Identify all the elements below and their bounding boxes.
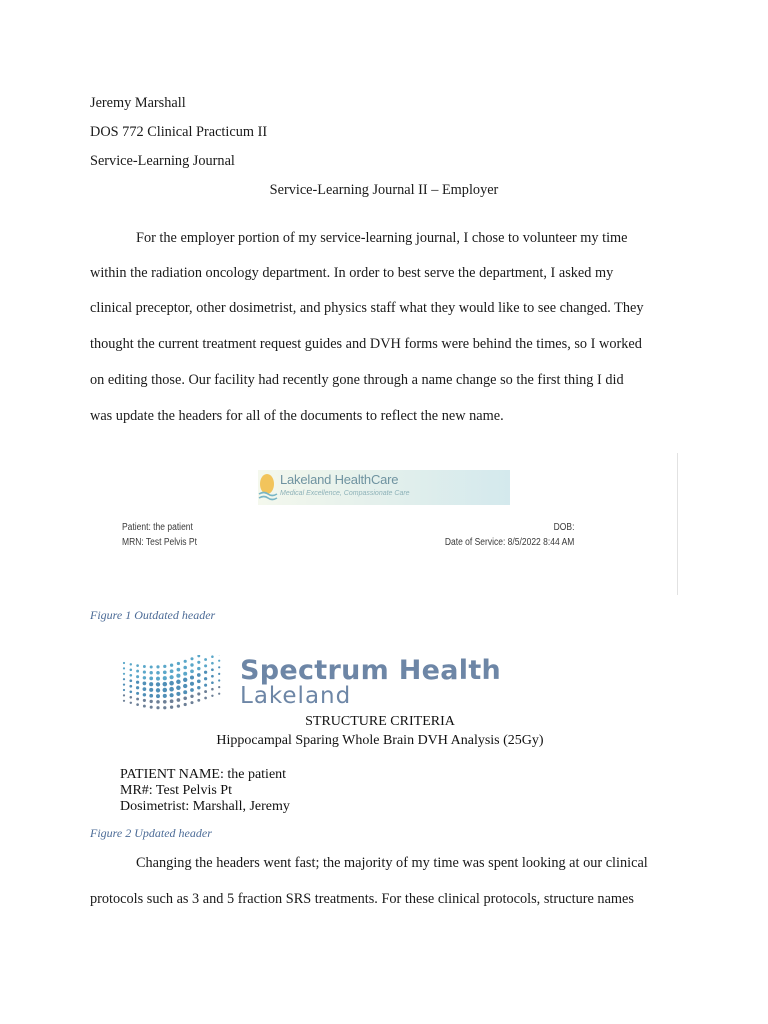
logo-dot	[156, 700, 160, 704]
logo-dot	[163, 706, 166, 709]
logo-dot	[130, 663, 132, 665]
spectrum-logo-subtext: Lakeland	[240, 683, 352, 709]
logo-dot	[204, 664, 207, 667]
logo-dot	[211, 695, 213, 697]
logo-dot	[204, 677, 207, 680]
figure-1-caption: Figure 1 Outdated header	[90, 608, 216, 622]
logo-dot	[123, 662, 125, 664]
logo-dot	[177, 704, 180, 707]
logo-dot	[136, 681, 139, 684]
paragraph-line: Changing the headers went fast; the majority of my time was spent looking at our clinical	[136, 855, 648, 871]
logo-dot	[123, 700, 125, 702]
logo-dot	[176, 686, 181, 691]
logo-dot	[170, 669, 174, 673]
logo-dot	[190, 663, 193, 666]
logo-dot	[204, 658, 207, 661]
logo-dot	[197, 679, 201, 683]
logo-dot	[176, 680, 181, 685]
logo-dot	[123, 667, 125, 669]
logo-dot	[129, 685, 132, 688]
logo-dot	[156, 682, 160, 686]
logo-dot	[136, 698, 139, 701]
logo-dot	[150, 706, 153, 709]
logo-dot	[156, 671, 160, 675]
logo-dot	[156, 677, 160, 681]
logo-dot	[150, 665, 153, 668]
logo-dot	[143, 705, 146, 708]
spectrum-logo-text: Spectrum Health	[240, 655, 502, 686]
logo-dot	[218, 686, 220, 688]
logo-dot	[190, 695, 193, 698]
logo-dot	[190, 675, 194, 679]
logo-dot	[156, 688, 160, 692]
logo-dot	[136, 675, 139, 678]
logo-dot	[177, 668, 181, 672]
logo-dot	[169, 687, 174, 692]
logo-dot	[163, 670, 167, 674]
paragraph-line: protocols such as 3 and 5 fraction SRS treatments. For these clinical protocols, structure names	[90, 891, 634, 907]
document-title: Service-Learning Journal II – Employer	[269, 182, 499, 198]
logo-dot	[150, 671, 153, 674]
logo-dot	[130, 696, 133, 699]
paragraph-line: within the radiation oncology department. In order to best serve the department, I asked my	[90, 265, 614, 281]
mr-label: MR#: Test Pelvis Pt	[120, 783, 232, 798]
spectrum-logo-icon	[120, 655, 225, 713]
lakeland-sun-logo-icon	[258, 472, 278, 502]
lakeland-logo-tagline: Medical Excellence, Compassionate Care	[280, 490, 410, 497]
logo-dot	[123, 694, 125, 696]
logo-dot	[197, 686, 200, 689]
logo-dot	[218, 666, 220, 668]
logo-dot	[183, 684, 187, 688]
logo-dot	[190, 701, 193, 704]
logo-dot	[211, 681, 214, 684]
logo-dot	[204, 671, 207, 674]
assignment-name: Service-Learning Journal	[90, 153, 235, 169]
logo-dot	[150, 700, 153, 703]
logo-dot	[176, 674, 180, 678]
logo-dot	[183, 666, 187, 670]
logo-dot	[149, 677, 153, 681]
author-name: Jeremy Marshall	[90, 95, 186, 111]
logo-dot	[211, 668, 214, 671]
logo-dot	[197, 667, 200, 670]
logo-dot	[204, 697, 207, 700]
logo-dot	[149, 682, 153, 686]
logo-dot	[190, 682, 194, 686]
logo-dot	[143, 665, 146, 668]
logo-dot	[129, 690, 132, 693]
logo-dot	[197, 661, 200, 664]
dosimetrist-label: Dosimetrist: Marshall, Jeremy	[120, 799, 290, 814]
logo-dot	[218, 673, 220, 675]
logo-dot	[136, 692, 139, 695]
logo-dot	[218, 679, 220, 681]
logo-dot	[197, 692, 200, 695]
logo-dot	[163, 682, 168, 687]
dvh-analysis-subheading: Hippocampal Sparing Whole Brain DVH Analysis (25Gy)	[216, 733, 544, 748]
logo-dot	[218, 660, 220, 662]
logo-dot	[170, 664, 173, 667]
logo-dot	[143, 699, 146, 702]
patient-label: Patient: the patient	[122, 522, 193, 533]
logo-dot	[211, 662, 214, 665]
logo-dot	[143, 671, 146, 674]
logo-dot	[177, 698, 181, 702]
logo-dot	[183, 697, 187, 701]
logo-dot	[130, 702, 132, 704]
logo-dot	[176, 692, 180, 696]
logo-dot	[170, 706, 173, 709]
lakeland-logo-text: Lakeland HealthCare	[280, 472, 399, 487]
logo-dot	[170, 699, 174, 703]
logo-dot	[184, 660, 187, 663]
logo-dot	[190, 669, 194, 673]
logo-dot	[184, 703, 187, 706]
logo-dot	[143, 676, 146, 679]
paragraph-line: on editing those. Our facility had recently gone through a name change so the first thing I did	[90, 372, 624, 388]
logo-dot	[163, 665, 166, 668]
logo-dot	[183, 678, 187, 682]
logo-dot	[163, 700, 167, 704]
logo-dot	[143, 693, 146, 696]
logo-dot	[190, 688, 194, 692]
structure-criteria-heading: STRUCTURE CRITERIA	[305, 714, 455, 729]
logo-dot	[123, 673, 125, 675]
logo-dot	[197, 655, 200, 657]
date-of-service-label: Date of Service: 8/5/2022 8:44 AM	[444, 537, 574, 548]
logo-dot	[136, 686, 139, 689]
logo-dot	[211, 675, 214, 678]
logo-dot	[129, 679, 132, 682]
logo-dot	[143, 682, 147, 686]
paragraph-line: For the employer portion of my service-learning journal, I chose to volunteer my time	[136, 230, 628, 246]
paragraph-line: thought the current treatment request guides and DVH forms were behind the times, so I worked	[90, 336, 642, 352]
logo-dot	[190, 657, 193, 660]
logo-dot	[204, 684, 207, 687]
logo-dot	[149, 688, 153, 692]
dob-label: DOB:	[553, 522, 574, 533]
logo-dot	[156, 694, 160, 698]
paragraph-line: clinical preceptor, other dosimetrist, and physics staff what they would like to see changed. They	[90, 300, 644, 316]
logo-dot	[177, 662, 180, 665]
paragraph-line: was update the headers for all of the documents to reflect the new name.	[90, 408, 504, 424]
mrn-label: MRN: Test Pelvis Pt	[122, 537, 197, 548]
logo-dot	[163, 694, 167, 698]
logo-dot	[163, 676, 167, 680]
logo-dot	[183, 690, 187, 694]
course-name: DOS 772 Clinical Practicum II	[90, 124, 268, 140]
logo-dot	[183, 672, 187, 676]
logo-dot	[211, 655, 214, 658]
logo-dot	[149, 694, 153, 698]
logo-dot	[169, 681, 174, 686]
logo-dot	[218, 693, 220, 695]
logo-dot	[197, 699, 200, 702]
logo-dot	[197, 673, 201, 677]
logo-dot	[170, 693, 174, 697]
figure-1-border	[677, 453, 678, 595]
logo-dot	[130, 669, 133, 672]
logo-dot	[170, 675, 174, 679]
logo-dot	[136, 664, 139, 667]
logo-dot	[136, 703, 139, 706]
logo-dot	[211, 688, 214, 691]
logo-dot	[123, 678, 125, 680]
logo-dot	[136, 670, 139, 673]
logo-dot	[156, 706, 159, 709]
logo-dot	[129, 674, 132, 677]
logo-dot	[123, 689, 125, 691]
logo-dot	[156, 665, 159, 668]
logo-dot	[143, 687, 147, 691]
patient-name-label: PATIENT NAME: the patient	[120, 767, 287, 782]
logo-dot	[163, 688, 168, 693]
logo-dot	[123, 684, 125, 686]
logo-dot	[204, 690, 207, 693]
figure-2-caption: Figure 2 Updated header	[90, 826, 212, 840]
